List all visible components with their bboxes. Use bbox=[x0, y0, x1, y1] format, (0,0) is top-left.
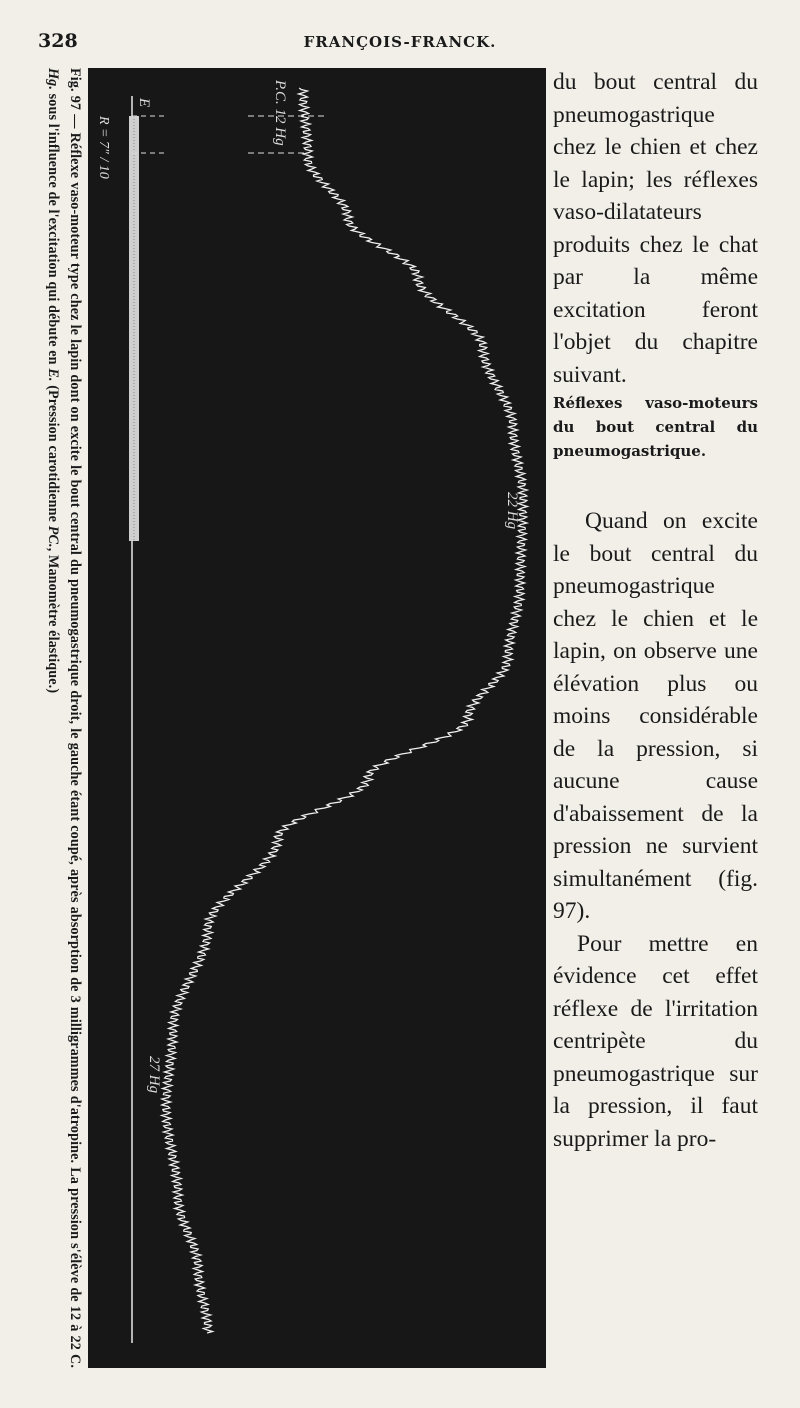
pressure-tracing-figure bbox=[88, 68, 546, 1368]
caption-pc: PC. bbox=[45, 525, 61, 548]
paragraph-3: Pour mettre en évidence cet effet réflexe de l'irritation centripète du pneumogastrique sur la pression, il faut supprimer la pro- bbox=[553, 930, 758, 1152]
caption-hg: Hg. bbox=[45, 68, 61, 90]
section-heading: Réflexes vaso-moteurs du bout central du pneumogastrique. bbox=[553, 394, 758, 460]
text-column bbox=[553, 66, 758, 1155]
label-r: R = 7″ / 10 bbox=[96, 116, 111, 179]
caption-text-2: sous l'influence de l'excitation qui débute en bbox=[45, 93, 61, 365]
caption-text: Réflexe vaso-moteur type chez le lapin dont on excite le bout central du pneumogastrique droit, le gauche étant coupé, après absorption de 3 milligrammes d'atropine. La pression s'élève de 12 à 22 C. bbox=[67, 132, 83, 1368]
pressure-curve bbox=[162, 88, 528, 1333]
page-number: 328 bbox=[38, 30, 78, 52]
caption-label: Fig. 97 — bbox=[67, 68, 83, 129]
caption-text-3: (Pression carotidienne bbox=[45, 385, 61, 523]
tracing-svg bbox=[88, 68, 546, 1368]
caption-text-4: , Manomètre élastique.) bbox=[45, 547, 61, 694]
label-27hg: 27 Hg bbox=[146, 1056, 162, 1094]
label-pc: P.C. 12 Hg bbox=[272, 80, 288, 146]
label-22hg: 22 Hg bbox=[504, 492, 520, 530]
caption-e: E. bbox=[45, 368, 61, 382]
figure-caption bbox=[38, 68, 86, 1368]
paragraph-1: du bout central du pneumogastrique chez le chien et chez le lapin; les réflexes vaso-dilatateurs produits chez le chat par la même excitation feront l'objet du chapitre suivant. bbox=[553, 69, 758, 388]
running-head: FRANÇOIS-FRANCK. bbox=[303, 33, 497, 51]
paragraph-2: Quand on excite le bout central du pneumogastrique chez le chien et le lapin, on observe une élévation plus ou moins considérable de la pression, si aucune cause d'abaissement de la pression ne survient simultanément (fig. 97). bbox=[553, 508, 758, 924]
label-e: E bbox=[136, 98, 152, 108]
